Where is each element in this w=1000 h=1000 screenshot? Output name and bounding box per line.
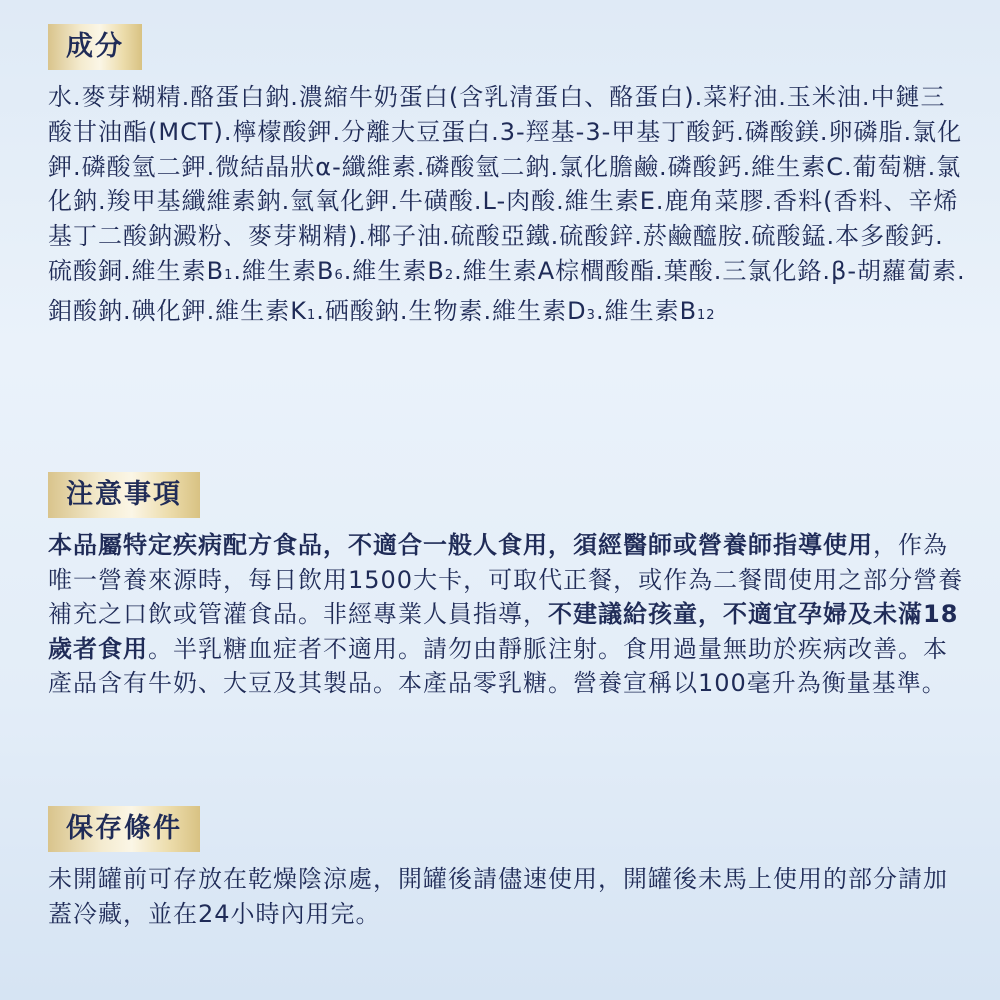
text-span: .維生素B <box>343 256 445 285</box>
text-span: .維生素B <box>233 256 335 285</box>
subscript-span: 1 <box>224 267 234 283</box>
subscript-span: 1 <box>307 307 317 323</box>
ingredients-section <box>48 24 968 334</box>
subscript-span: 12 <box>697 307 716 323</box>
warnings-heading: 注意事項 <box>48 472 200 518</box>
text-span: .維生素B <box>595 296 698 325</box>
storage-heading: 保存條件 <box>48 806 200 852</box>
bold-text-span: 不建議給孩童，不適宜孕婦及未滿18歲者食用 <box>48 600 959 663</box>
subscript-span: 3 <box>586 307 596 323</box>
subscript-span: 2 <box>444 267 455 283</box>
warnings-section <box>48 472 968 701</box>
text-span: 。半乳糖血症者不適用。請勿由靜脈注射。食用過量無助於疾病改善。本產品含有牛奶、大豆及其製品。本產品零乳糖。營養宣稱以100毫升為衡量基準。 <box>48 634 948 697</box>
text-span: 水.麥芽糊精.酪蛋白鈉.濃縮牛奶蛋白(含乳清蛋白、酪蛋白).菜籽油.玉米油.中鏈三酸甘油酯(MCT).檸檬酸鉀.分離大豆蛋白.3-羥基-3-甲基丁酸鈣.磷酸鎂.卵磷脂.氯化鉀.磷酸氫二鉀.微結晶狀α-纖維素.磷酸氫二鈉.氯化膽鹼.磷酸鈣.維生素C.葡萄糖.氯化鈉.羧甲基纖維素鈉.氫氧化鉀.牛磺酸.L-肉酸.維生素E.鹿角菜膠.香料(香料、辛烯基丁二酸鈉澱粉、麥芽糊精).椰子油.硫酸亞鐵.硫酸鋅.菸鹼醯胺.硫酸錳.本多酸鈣.硫酸銅.維生素B <box>48 83 963 285</box>
ingredients-heading: 成分 <box>48 24 142 70</box>
warnings-text <box>48 528 968 701</box>
text-span: .硒酸鈉.生物素.維生素D <box>316 296 587 325</box>
text-span: 未開罐前可存放在乾燥陰涼處，開罐後請儘速使用，開罐後未馬上使用的部分請加蓋冷藏，並在24小時內用完。 <box>48 865 948 928</box>
text-span: .維生素A棕櫚酸酯.葉酸.三氯化鉻.β-胡蘿蔔素.鉬酸鈉.碘化鉀.維生素K <box>48 256 966 325</box>
ingredients-text <box>48 80 968 334</box>
storage-text <box>48 862 968 931</box>
subscript-span: 6 <box>334 267 344 283</box>
text-span: ，作為唯一營養來源時，每日飲用1500大卡，可取代正餐，或作為二餐間使用之部分營養補充之口飲或管灌食品。非經專業人員指導， <box>48 531 964 628</box>
bold-text-span: 本品屬特定疾病配方食品，不適合一般人食用，須經醫師或營養師指導使用 <box>48 531 873 559</box>
storage-section <box>48 806 968 931</box>
